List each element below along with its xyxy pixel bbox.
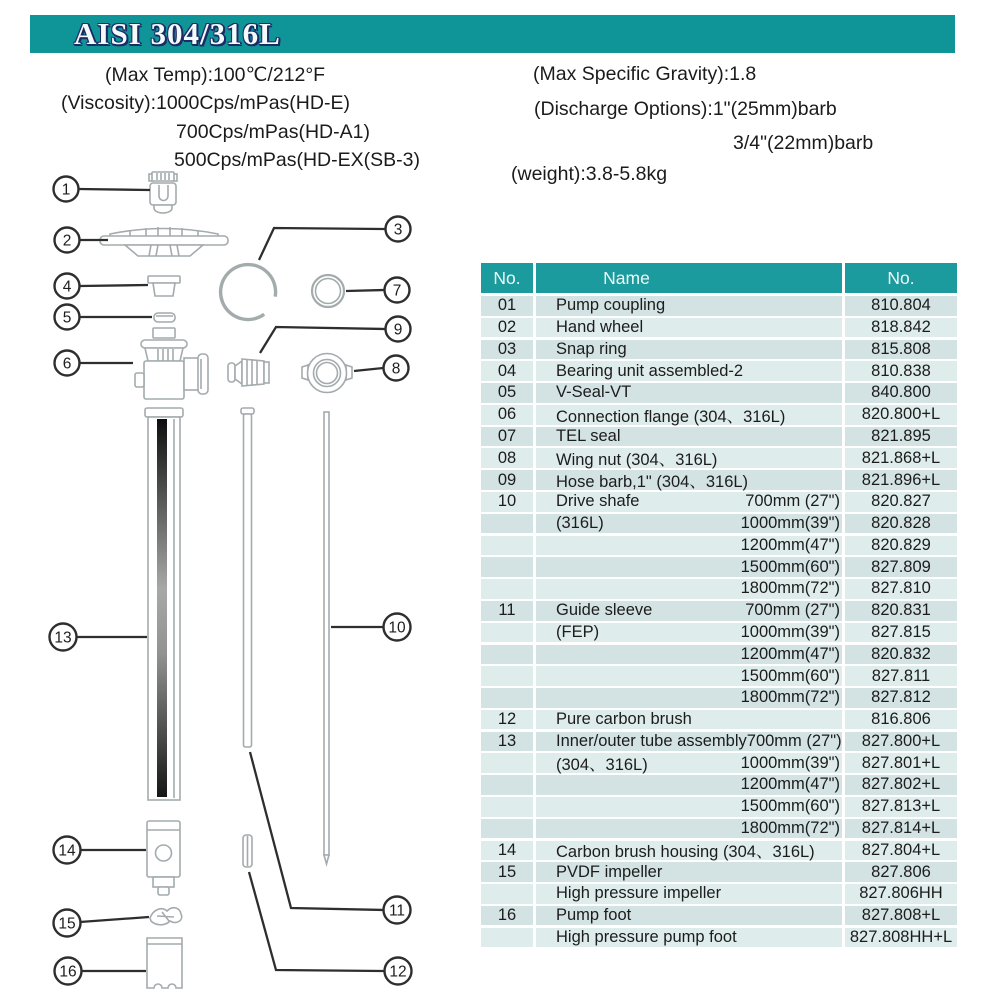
cell-part-no xyxy=(481,579,533,599)
part-carbon-brush-housing xyxy=(147,821,180,895)
cell-part-no xyxy=(481,884,533,904)
part-size-text: 700mm (27") xyxy=(745,492,840,511)
table-row xyxy=(481,601,957,621)
part-size-text: 700mm (27") xyxy=(746,731,842,750)
cell-part-no xyxy=(481,536,533,556)
part-size-text: 1500mm(60") xyxy=(740,797,840,816)
cell-part-no: 09 xyxy=(481,470,533,490)
table-row xyxy=(481,623,957,643)
cell-part-no: 15 xyxy=(481,862,533,882)
table-row xyxy=(481,427,957,447)
cell-order-code: 827.801+L xyxy=(845,753,957,773)
part-name-text: High pressure pump foot xyxy=(556,927,737,946)
cell-order-code: 827.808+L xyxy=(845,906,957,926)
part-size-text: 1500mm(60") xyxy=(740,666,840,685)
cell-part-no: 01 xyxy=(481,296,533,316)
part-tel-seal xyxy=(312,275,344,307)
part-name-text: Pump coupling xyxy=(556,296,666,315)
table-row xyxy=(481,710,957,730)
callout-3 xyxy=(386,217,411,242)
cell-part-no: 02 xyxy=(481,318,533,338)
table-row xyxy=(481,688,957,708)
cell-part-name xyxy=(536,819,842,839)
cell-order-code: 810.838 xyxy=(845,361,957,381)
cell-order-code: 827.812 xyxy=(845,688,957,708)
part-size-text: 700mm (27") xyxy=(745,601,840,620)
cell-part-no: 12 xyxy=(481,710,533,730)
cell-order-code: 827.808HH+L xyxy=(845,928,957,948)
table-row xyxy=(481,514,957,534)
part-size-text: 1200mm(47") xyxy=(740,775,840,794)
cell-part-name xyxy=(536,862,842,882)
cell-order-code: 820.800+L xyxy=(845,405,957,425)
cell-order-code: 821.896+L xyxy=(845,470,957,490)
cell-order-code: 827.811 xyxy=(845,666,957,686)
part-size-text: 1800mm(72") xyxy=(740,688,840,707)
leader-lines xyxy=(76,189,385,971)
parts-table-header xyxy=(481,263,957,293)
cell-part-name xyxy=(536,557,842,577)
cell-order-code: 827.813+L xyxy=(845,797,957,817)
part-connection-flange xyxy=(135,328,208,399)
table-row xyxy=(481,645,957,665)
svg-text:1: 1 xyxy=(61,181,71,199)
cell-part-name xyxy=(536,797,842,817)
part-guide-sleeve xyxy=(241,408,254,747)
part-size-text: 1000mm(39") xyxy=(740,514,840,533)
part-shapes xyxy=(100,172,352,988)
cell-part-name xyxy=(536,884,842,904)
cell-part-name xyxy=(536,710,842,730)
part-wing-nut xyxy=(302,354,352,393)
table-row xyxy=(481,536,957,556)
cell-part-no: 14 xyxy=(481,841,533,861)
part-name-text: (304、316L) xyxy=(556,756,648,775)
svg-text:3: 3 xyxy=(393,221,403,239)
table-row xyxy=(481,361,957,381)
part-name-text: Bearing unit assembled-2 xyxy=(556,361,744,380)
part-name-text: Wing nut (304、316L) xyxy=(556,451,718,470)
table-row xyxy=(481,906,957,926)
table-row xyxy=(481,928,957,948)
part-name-text: PVDF impeller xyxy=(556,862,663,881)
header-no-right: No. xyxy=(845,263,957,293)
callout-14 xyxy=(54,837,81,864)
cell-part-no: 07 xyxy=(481,427,533,447)
cell-part-name xyxy=(536,732,842,752)
table-row xyxy=(481,579,957,599)
part-pump-coupling xyxy=(149,172,177,213)
parts-table-body xyxy=(481,296,957,947)
table-row xyxy=(481,470,957,490)
cell-part-name xyxy=(536,470,842,490)
part-size-text: 1800mm(72") xyxy=(740,819,840,838)
part-pump-foot xyxy=(147,938,182,988)
cell-part-name xyxy=(536,645,842,665)
cell-part-no: 16 xyxy=(481,906,533,926)
cell-part-no: 13 xyxy=(481,732,533,752)
svg-text:5: 5 xyxy=(62,309,72,327)
cell-part-name xyxy=(536,383,842,403)
part-name-text: (FEP) xyxy=(556,623,600,642)
callout-6 xyxy=(55,351,80,376)
cell-order-code: 827.814+L xyxy=(845,819,957,839)
part-drive-shaft xyxy=(324,412,329,864)
page-title: AISI 304/316L xyxy=(30,15,955,53)
table-row xyxy=(481,296,957,316)
callout-16 xyxy=(55,958,82,985)
callout-10 xyxy=(384,614,411,641)
table-row xyxy=(481,405,957,425)
cell-part-no xyxy=(481,623,533,643)
cell-part-name xyxy=(536,623,842,643)
header-name: Name xyxy=(536,263,842,293)
cell-part-no: 05 xyxy=(481,383,533,403)
part-bearing-unit xyxy=(148,276,180,296)
part-name-text: Snap ring xyxy=(556,339,627,358)
cell-part-name xyxy=(536,536,842,556)
svg-text:7: 7 xyxy=(392,282,402,300)
callout-2 xyxy=(55,228,80,253)
part-name-text: High pressure impeller xyxy=(556,884,722,903)
spec-viscosity-2: 700Cps/mPas(HD-A1) xyxy=(176,121,370,143)
part-name-text: V-Seal-VT xyxy=(556,383,632,402)
spec-viscosity-3: 500Cps/mPas(HD-EX(SB-3) xyxy=(174,149,420,171)
cell-part-name xyxy=(536,841,842,861)
spec-discharge-options: (Discharge Options):1"(25mm)barb xyxy=(534,98,837,120)
cell-order-code: 827.815 xyxy=(845,623,957,643)
cell-part-no: 03 xyxy=(481,340,533,360)
cell-part-name xyxy=(536,775,842,795)
table-row xyxy=(481,318,957,338)
cell-order-code: 818.842 xyxy=(845,318,957,338)
cell-order-code: 827.802+L xyxy=(845,775,957,795)
cell-part-name xyxy=(536,427,842,447)
part-name-text: Guide sleeve xyxy=(556,601,653,620)
svg-text:12: 12 xyxy=(389,963,407,981)
cell-order-code: 827.806HH xyxy=(845,884,957,904)
part-name-text: Pump foot xyxy=(556,906,632,925)
cell-part-name xyxy=(536,906,842,926)
cell-order-code: 820.828 xyxy=(845,514,957,534)
cell-order-code: 810.804 xyxy=(845,296,957,316)
cell-part-no xyxy=(481,688,533,708)
cell-order-code: 827.804+L xyxy=(845,841,957,861)
table-row xyxy=(481,732,957,752)
callout-12 xyxy=(385,958,412,985)
callout-8 xyxy=(384,356,409,381)
part-v-seal xyxy=(154,313,175,322)
cell-order-code: 815.808 xyxy=(845,340,957,360)
cell-part-name xyxy=(536,514,842,534)
spec-max-temp: (Max Temp):100℃/212°F xyxy=(105,64,326,86)
cell-part-no: 08 xyxy=(481,448,533,468)
cell-part-no xyxy=(481,775,533,795)
cell-part-no xyxy=(481,928,533,948)
svg-text:10: 10 xyxy=(388,619,406,637)
table-row xyxy=(481,841,957,861)
svg-text:8: 8 xyxy=(391,360,401,378)
callout-1 xyxy=(54,177,79,202)
cell-part-name xyxy=(536,579,842,599)
table-row xyxy=(481,492,957,512)
cell-order-code: 827.809 xyxy=(845,557,957,577)
cell-part-no xyxy=(481,557,533,577)
part-size-text: 1500mm(60") xyxy=(740,557,840,576)
cell-order-code: 827.800+L xyxy=(845,732,957,752)
cell-part-name xyxy=(536,928,842,948)
cell-part-name xyxy=(536,666,842,686)
cell-part-no xyxy=(481,819,533,839)
svg-text:9: 9 xyxy=(393,321,403,339)
part-size-text: 1800mm(72") xyxy=(740,579,840,598)
table-row xyxy=(481,448,957,468)
spec-weight: (weight):3.8-5.8kg xyxy=(511,163,668,185)
cell-order-code: 820.827 xyxy=(845,492,957,512)
part-pure-carbon-brush xyxy=(243,835,252,867)
cell-order-code: 816.806 xyxy=(845,710,957,730)
cell-part-no xyxy=(481,514,533,534)
cell-part-name xyxy=(536,688,842,708)
cell-part-no xyxy=(481,666,533,686)
cell-part-no: 10 xyxy=(481,492,533,512)
cell-order-code: 821.868+L xyxy=(845,448,957,468)
part-size-text: 1200mm(47") xyxy=(740,535,840,554)
svg-text:13: 13 xyxy=(54,629,72,647)
exploded-parts-diagram xyxy=(30,165,470,1000)
table-row xyxy=(481,775,957,795)
callout-11 xyxy=(384,897,411,924)
callout-13 xyxy=(50,624,77,651)
cell-part-name xyxy=(536,405,842,425)
cell-part-name xyxy=(536,601,842,621)
part-hose-barb xyxy=(228,359,269,386)
part-name-text: Hand wheel xyxy=(556,318,644,337)
cell-order-code: 821.895 xyxy=(845,427,957,447)
part-name-text: Hose barb,1" (304、316L) xyxy=(556,473,749,492)
parts-table xyxy=(481,263,957,949)
table-row xyxy=(481,383,957,403)
table-row xyxy=(481,340,957,360)
cell-order-code: 827.810 xyxy=(845,579,957,599)
cell-order-code: 820.829 xyxy=(845,536,957,556)
table-row xyxy=(481,557,957,577)
cell-part-name xyxy=(536,753,842,773)
spec-discharge-options-2: 3/4"(22mm)barb xyxy=(733,132,874,154)
callout-15 xyxy=(54,910,81,937)
part-inner-outer-tube xyxy=(145,408,183,800)
part-name-text: Carbon brush housing (304、316L) xyxy=(556,843,815,862)
cell-order-code: 827.806 xyxy=(845,862,957,882)
table-row xyxy=(481,862,957,882)
svg-text:14: 14 xyxy=(58,842,76,860)
part-size-text: 1000mm(39") xyxy=(740,753,840,772)
part-hand-wheel xyxy=(100,227,228,256)
table-row xyxy=(481,884,957,904)
svg-text:16: 16 xyxy=(59,963,77,981)
cell-part-no xyxy=(481,797,533,817)
cell-part-name xyxy=(536,296,842,316)
cell-order-code: 820.832 xyxy=(845,645,957,665)
part-size-text: 1000mm(39") xyxy=(740,623,840,642)
callout-4 xyxy=(55,274,80,299)
cell-part-name xyxy=(536,492,842,512)
callout-7 xyxy=(385,278,410,303)
part-name-text: TEL seal xyxy=(556,426,621,445)
part-pvdf-impeller xyxy=(150,908,182,925)
cell-order-code: 820.831 xyxy=(845,601,957,621)
callouts xyxy=(50,177,412,985)
part-name-text: Inner/outer tube assembly xyxy=(556,731,747,750)
cell-part-no: 04 xyxy=(481,361,533,381)
table-row xyxy=(481,819,957,839)
table-row xyxy=(481,666,957,686)
part-name-text: (316L) xyxy=(556,514,604,533)
header-no-left: No. xyxy=(481,263,533,293)
svg-text:4: 4 xyxy=(62,278,72,296)
cell-part-name xyxy=(536,361,842,381)
svg-text:6: 6 xyxy=(62,355,72,373)
cell-part-no xyxy=(481,753,533,773)
spec-viscosity: (Viscosity):1000Cps/mPas(HD-E) xyxy=(61,92,350,114)
table-row xyxy=(481,753,957,773)
part-snap-ring xyxy=(221,265,276,320)
svg-text:2: 2 xyxy=(62,232,72,250)
cell-part-name xyxy=(536,340,842,360)
cell-order-code: 840.800 xyxy=(845,383,957,403)
part-size-text: 1200mm(47") xyxy=(740,644,840,663)
cell-part-name xyxy=(536,318,842,338)
part-name-text: Drive shafe xyxy=(556,492,640,511)
cell-part-no xyxy=(481,645,533,665)
spec-max-specific-gravity: (Max Specific Gravity):1.8 xyxy=(533,63,757,85)
callout-5 xyxy=(55,305,80,330)
cell-part-no: 06 xyxy=(481,405,533,425)
table-row xyxy=(481,797,957,817)
svg-text:11: 11 xyxy=(388,902,406,920)
part-name-text: Pure carbon brush xyxy=(556,710,692,729)
part-name-text: Connection flange (304、316L) xyxy=(556,407,786,426)
svg-text:15: 15 xyxy=(58,915,76,933)
cell-part-no: 11 xyxy=(481,601,533,621)
cell-part-name xyxy=(536,448,842,468)
callout-9 xyxy=(386,317,411,342)
